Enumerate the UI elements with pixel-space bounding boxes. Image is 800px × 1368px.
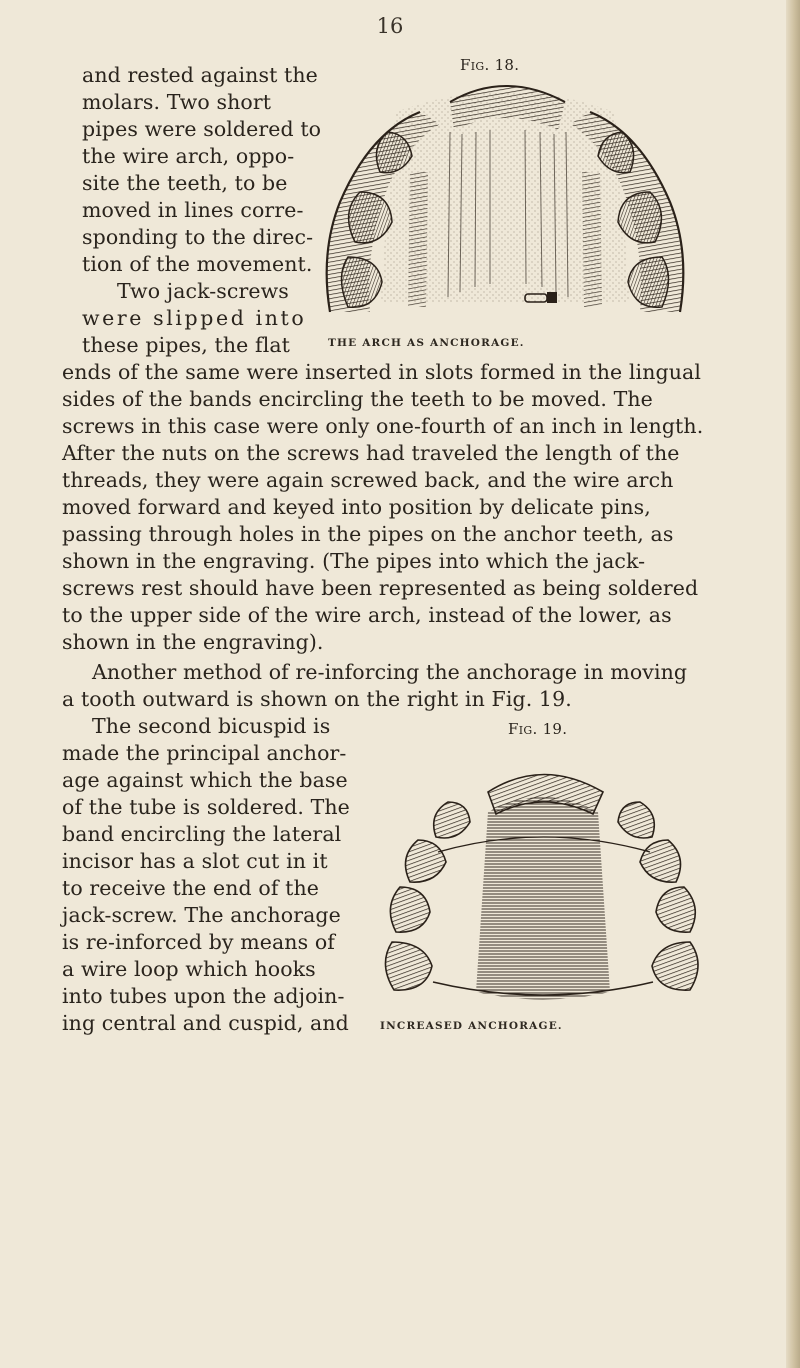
figure-label: Fig. 19. bbox=[508, 720, 568, 738]
figure-18 bbox=[300, 50, 710, 350]
text-line: moved in lines corre- bbox=[82, 198, 304, 222]
text-line: screws in this case were only one-fourth of an inch in length. bbox=[62, 414, 704, 438]
text-line: passing through holes in the pipes on the anchor teeth, as bbox=[62, 522, 674, 546]
text-line: made the principal anchor- bbox=[62, 741, 347, 765]
text-line: band encircling the lateral bbox=[62, 822, 342, 846]
text-line: site the teeth, to be bbox=[82, 171, 288, 195]
text-line: moved forward and keyed into position by delicate pins, bbox=[62, 495, 651, 519]
text-line: Another method of re-inforcing the anchorage in moving bbox=[92, 660, 688, 684]
text-line: the wire arch, oppo- bbox=[82, 144, 295, 168]
dental-arch-engraving bbox=[300, 72, 710, 342]
text-line: sponding to the direc- bbox=[82, 225, 314, 249]
text-line: ends of the same were inserted in slots formed in the lingual bbox=[62, 360, 701, 384]
page-number: 16 bbox=[376, 14, 404, 38]
text-line: a tooth outward is shown on the right in Fig. 19. bbox=[62, 687, 572, 711]
text-line: and rested against the bbox=[82, 63, 318, 87]
text-line: tion of the movement. bbox=[82, 252, 313, 276]
text-line: of the tube is soldered. The bbox=[62, 795, 350, 819]
text-line: Two jack-screws bbox=[117, 279, 289, 303]
text-line: to receive the end of the bbox=[62, 876, 320, 900]
increased-anchorage-engraving bbox=[378, 752, 708, 1012]
text-line: The second bicuspid is bbox=[92, 714, 331, 738]
text-line: shown in the engraving. (The pipes into which the jack- bbox=[62, 549, 646, 573]
text-line: into tubes upon the adjoin- bbox=[62, 984, 345, 1008]
figure-19 bbox=[378, 718, 718, 1038]
page-edge bbox=[786, 0, 800, 1368]
figure-label: Fig. 18. bbox=[460, 56, 520, 74]
text-line: sides of the bands encircling the teeth to be moved. The bbox=[62, 387, 653, 411]
text-line: were slipped into bbox=[82, 306, 307, 330]
text-line: is re-inforced by means of bbox=[62, 930, 335, 954]
text-line: shown in the engraving). bbox=[62, 630, 324, 654]
figure-caption: INCREASED ANCHORAGE. bbox=[380, 1020, 563, 1032]
text-line: to the upper side of the wire arch, instead of the lower, as bbox=[62, 603, 672, 627]
text-line: screws rest should have been represented as being soldered bbox=[62, 576, 699, 600]
text-line: incisor has a slot cut in it bbox=[62, 849, 328, 873]
text-line: molars. Two short bbox=[82, 90, 272, 114]
text-line: After the nuts on the screws had traveled the length of the bbox=[62, 441, 680, 465]
text-line: ing central and cuspid, and bbox=[62, 1011, 349, 1035]
text-line: these pipes, the flat bbox=[82, 333, 291, 357]
text-line: a wire loop which hooks bbox=[62, 957, 316, 981]
text-line: jack-screw. The anchorage bbox=[62, 903, 341, 927]
text-line: age against which the base bbox=[62, 768, 348, 792]
text-line: threads, they were again screwed back, and the wire arch bbox=[62, 468, 674, 492]
figure-caption: THE ARCH AS ANCHORAGE. bbox=[328, 337, 525, 349]
text-line: pipes were soldered to bbox=[82, 117, 322, 141]
